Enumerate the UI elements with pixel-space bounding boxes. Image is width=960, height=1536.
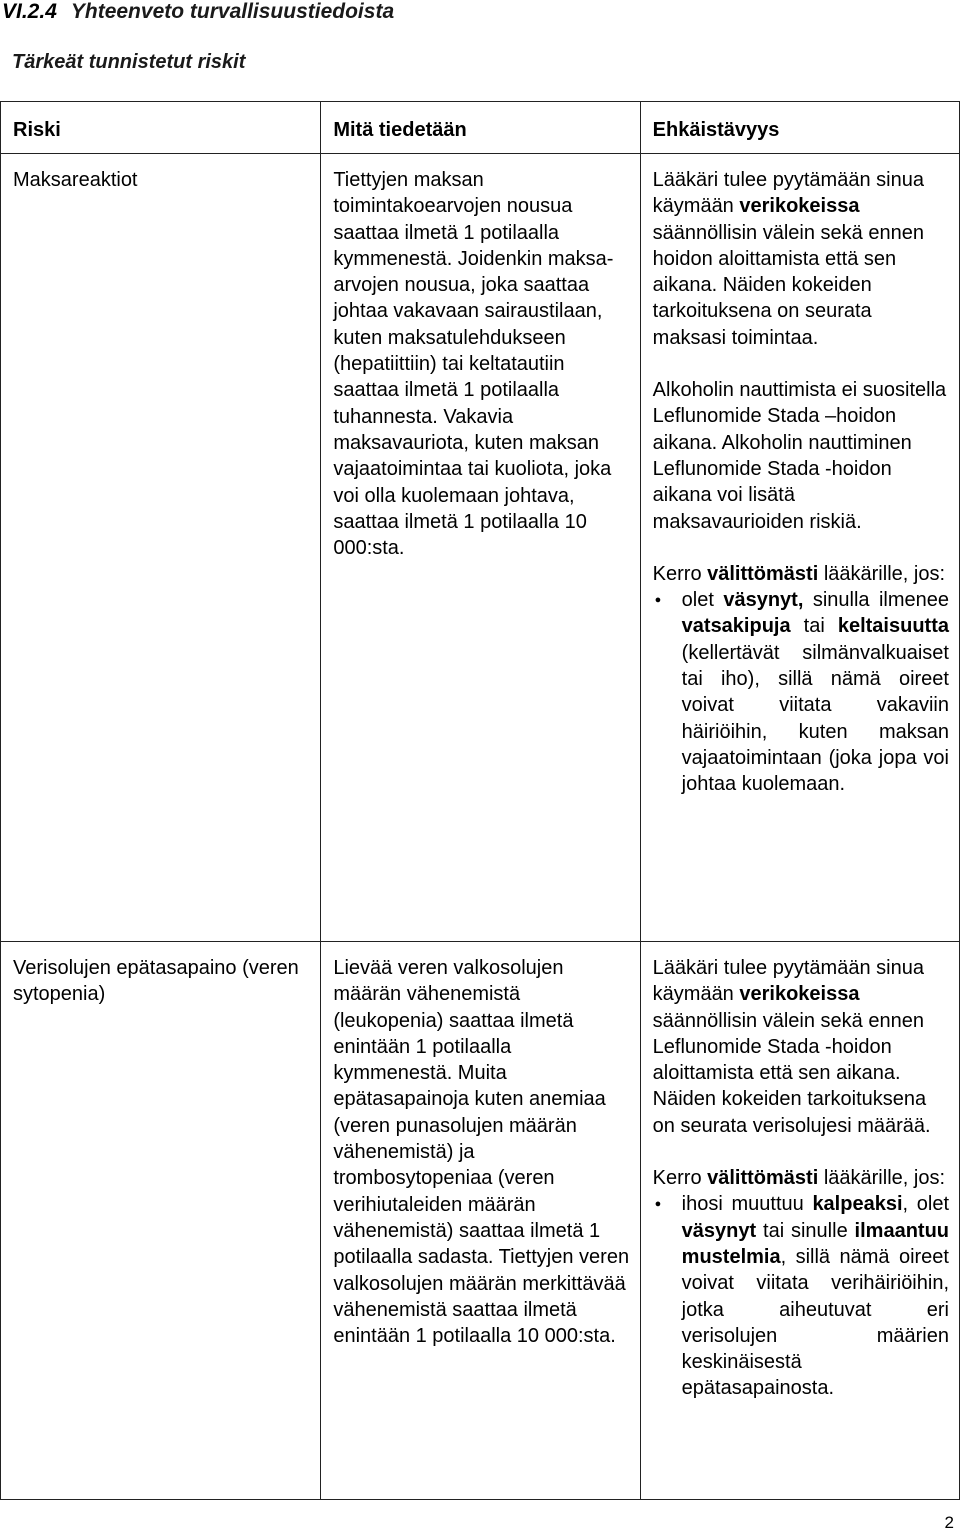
text: olet [681, 589, 724, 612]
text: ihosi muuttuu [681, 1193, 813, 1216]
known-cell [321, 942, 640, 1500]
text: säännöllisin välein sekä ennen hoidon aloittamista että sen aikana. Näiden kokeiden tarkoituksena on seurata maksasi toimintaa. [652, 221, 924, 349]
bold-text: verikokeissa [739, 195, 860, 218]
text: säännöllisin välein sekä ennen Leflunomide Stada -hoidon aloittamista että sen aikana. Näiden kokeiden tarkoituksena on seurata verisolujesi määrää. [652, 1009, 931, 1137]
section-heading [2, 0, 394, 26]
symptom-list [653, 1191, 949, 1401]
page-number: 2 [944, 1513, 954, 1532]
subtitle: Tärkeät tunnistetut riskit [12, 51, 246, 73]
bold-text: väsynyt [681, 1219, 757, 1242]
prevention-cell [640, 154, 959, 942]
list-item [653, 587, 949, 797]
list-item [653, 1191, 949, 1401]
prevention-paragraph: Alkoholin nauttimista ei suositella Leflunomide Stada –hoidon aikana. Alkoholin nauttiminen Leflunomide Stada -hoidon aikana voi lisätä maksavaurioiden riskiä. [652, 379, 947, 533]
bold-text: verikokeissa [739, 983, 860, 1006]
text: , olet [902, 1193, 950, 1216]
table-row [1, 942, 960, 1500]
bold-text: keltaisuutta [837, 615, 949, 638]
section-number: VI.2.4 [2, 0, 57, 23]
bold-text: välittömästi [707, 562, 819, 585]
bold-text: kalpeaksi [812, 1193, 903, 1216]
text: sinulla ilmenee [803, 589, 949, 612]
text: tai [790, 615, 838, 638]
bold-text: ilmaantuu mustelmia [681, 1219, 949, 1268]
prevention-paragraph [653, 167, 949, 351]
bold-text: välittömästi [707, 1167, 819, 1190]
text: Lääkäri tulee pyytämään sinua käymään [652, 957, 924, 1006]
risk-name: Maksareaktiot [13, 169, 138, 191]
prevention-paragraph [653, 1165, 949, 1191]
table-row [1, 154, 960, 942]
bold-text: väsynyt, [723, 589, 804, 612]
header-known: Mitä tiedetään [321, 102, 640, 154]
text: Kerro [652, 1167, 708, 1190]
table-header-row [1, 102, 960, 154]
known-text: Lievää veren valkosolujen määrän vähenemistä (leukopenia) saattaa ilmetä enintään 1 potilaalla kymmenestä. Muita epätasapainoja kuten anemiaa (veren punasolujen määrän vähenemistä) ja trombosytopeniaa (veren verihiutaleiden määrän vähenemistä) saattaa ilmetä 1 potilaalla sadasta. Tiettyjen veren valkosolujen määrän merkittävää vähenemistä saattaa ilmetä enintään 1 potilaalla 10 000:sta. [333, 957, 630, 1348]
header-prevention: Ehkäistävyys [640, 102, 959, 154]
known-text: Tiettyjen maksan toimintakoearvojen nousua saattaa ilmetä 1 potilaalla kymmenestä. Joidenkin maksa-arvojen nousua, joka saattaa johtaa vakavaan sairaustilaan, kuten maksatulehdukseen (hepatiittiin) tai keltatautiin saattaa ilmetä 1 potilaalla tuhannesta. Vakavia maksavauriota, kuten maksan vajaatoimintaa tai kuoliota, joka voi olla kuolemaan johtava, saattaa ilmetä 1 potilaalla 10 000:sta. [333, 169, 614, 560]
text: , sillä nämä oireet voivat viitata verihäiriöihin, jotka aiheutuvat eri verisolujen määrien keskinäisestä epätasapainosta. [681, 1245, 949, 1400]
header-risk: Riski [1, 102, 321, 154]
risk-cell [1, 154, 321, 942]
section-title: Yhteenveto turvallisuustiedoista [70, 0, 395, 23]
text: tai sinulle [756, 1219, 855, 1242]
text: lääkärille, jos: [818, 562, 945, 585]
text: (kellertävät silmänvalkuaiset tai iho), sillä nämä oireet voivat viitata vakaviin häiriöihin, kuten maksan vajaatoimintaan (joka jopa voi johtaa kuolemaan. [681, 641, 949, 796]
text: lääkärille, jos: [818, 1167, 945, 1190]
bold-text: vatsakipuja [681, 615, 791, 638]
prevention-cell [640, 942, 959, 1500]
risk-name: Verisolujen epätasapaino (veren sytopenia) [13, 957, 299, 1006]
text: Lääkäri tulee pyytämään sinua käymään [652, 169, 924, 218]
risk-cell [1, 942, 321, 1500]
risk-table [0, 101, 960, 1500]
text: Kerro [652, 562, 708, 585]
prevention-paragraph [653, 955, 949, 1139]
symptom-list [653, 587, 949, 797]
prevention-paragraph [653, 561, 949, 587]
known-cell [321, 154, 640, 942]
